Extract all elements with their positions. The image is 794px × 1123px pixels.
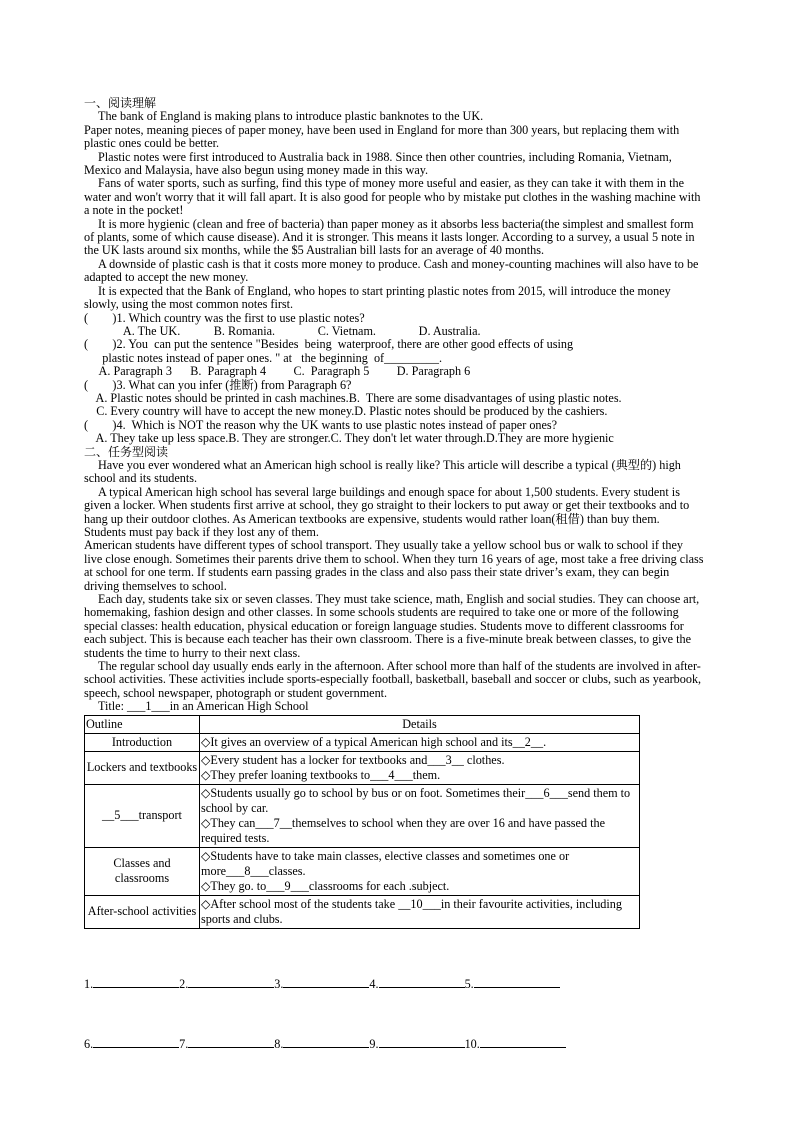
detail-line: ◇They can___7__themselves to school when they are over 16 and have passed the required tests. — [201, 815, 605, 845]
reading-paragraph-4: Fans of water sports, such as surfing, find this type of money more useful and easier, as they can take it with them in the water and won't worry that it will fall apart. It is also good for people who by mistake put clothes in the washing machine with a note in the pocket! — [84, 176, 701, 218]
outline-title-prefix: Title: — [98, 699, 128, 714]
answer-blank-10[interactable] — [480, 1035, 566, 1048]
answer-blank-4[interactable] — [379, 975, 465, 988]
outline-row-introduction — [85, 733, 640, 751]
answer-row-2 — [84, 1034, 704, 1054]
outline-row-label: __5___transport — [85, 784, 200, 847]
outline-row-label: Lockers and textbooks — [85, 751, 200, 784]
outline-row-lockers — [85, 751, 640, 784]
outline-table — [84, 715, 640, 929]
answer-label: 7. — [179, 1036, 189, 1051]
question-2-stem-text: plastic notes instead of paper ones. " at the beginning of — [84, 350, 385, 365]
reading-paragraph-1: The bank of England is making plans to introduce plastic banknotes to the UK. — [98, 109, 484, 124]
task-paragraph-4: Each day, students take six or seven classes. They must take science, math, English and social studies. They can choose art, homemaking, fashion design and other classes. In some schools students are required to take one or more of the following special classes: health education, physical education or foreign language studies. Students move to different classrooms for each subject. This is because each teacher has their own classroom. There is a five-minute break between classes, to give the students the time to hurry to their next class. — [84, 592, 700, 660]
section-heading-reading: 一、阅读理解 — [84, 96, 157, 110]
answer-blank-1[interactable] — [93, 975, 179, 988]
worksheet — [84, 97, 704, 1094]
task-paragraph-3: American students have different types of school transport. They usually take a yellow school bus or walk to school if they live close enough. Sometimes their parents drive them to school. When they turn 16 years of age, most take a free driving class at school for one term. If students earn passing grades in the class and also pass their state driver’s exam, they can begin driving themselves to school. — [84, 538, 704, 593]
task-paragraph-1: Have you ever wondered what an American high school is really like? This article will describe a typical (典型的) high school and its students. — [84, 457, 681, 486]
question-1-options: A. The UK. B. Romania. C. Vietnam. D. Australia. — [84, 323, 481, 338]
reading-paragraph-6: A downside of plastic cash is that it costs more money to produce. Cash and money-counting machines will also have to be adapted to accept the new money. — [84, 256, 699, 285]
outline-row-after-school — [85, 895, 640, 928]
outline-row-details — [200, 751, 640, 784]
answer-blank-9[interactable] — [379, 1035, 465, 1048]
answer-blank-8[interactable] — [283, 1035, 369, 1048]
answer-label: 4. — [369, 976, 379, 991]
question-2-stem-cont — [84, 352, 704, 365]
outline-table-header — [85, 715, 640, 733]
section-heading-task-reading: 二、任务型阅读 — [84, 444, 169, 459]
answer-blank-7[interactable] — [188, 1035, 274, 1048]
outline-title-blank: ___1___ — [127, 699, 170, 714]
answer-blank-5[interactable] — [474, 975, 560, 988]
question-3-options-ab: A. Plastic notes should be printed in cash machines.B. There are some disadvantages of using plastic notes. — [84, 390, 622, 405]
answer-blank-3[interactable] — [283, 975, 369, 988]
detail-line: ◇Every student has a locker for textbooks and___3__ clothes. — [201, 752, 505, 767]
outline-row-label: After-school activities — [85, 895, 200, 928]
answer-blank-2[interactable] — [188, 975, 274, 988]
task-paragraph-2: A typical American high school has several large buildings and enough space for about 1,500 students. Every student is given a locker. When students first arrive at school, they go straight to their lockers to put away or get their textbooks and to hang up their outdoor clothes. As American textbooks are expensive, students would rather loan(租借) than buy them. Students must pay back if they lost any of them. — [84, 484, 690, 539]
detail-line: ◇After school most of the students take __10___in their favourite activities, including sports and clubs. — [201, 896, 622, 926]
detail-line: ◇They go. to___9___classrooms for each .subject. — [201, 878, 450, 893]
outline-row-details — [200, 847, 640, 895]
reading-paragraph-3: Plastic notes were first introduced to Australia back in 1988. Since then other countries, including Romania, Vietnam, Mexico and Malaysia, have also begun using money made in this way. — [84, 149, 672, 178]
question-2-stem: ( )2. You can put the sentence "Besides being waterproof, there are other good effects of using — [84, 337, 574, 352]
detail-line: ◇They prefer loaning textbooks to___4___them. — [201, 767, 441, 782]
detail-line: ◇Students have to take main classes, elective classes and sometimes one or more___8___classes. — [201, 848, 570, 878]
answer-lines — [84, 934, 704, 1094]
outline-row-classes — [85, 847, 640, 895]
reading-paragraph-5: It is more hygienic (clean and free of bacteria) than paper money as it absorbs less bacteria(the simplest and smallest form of plants, some of which cause disease). And it is stronger. This means it lasts longer. According to a survey, a usual 5 note in the UK lasts around six months, while the $5 Australian bill lasts for an average of 40 months. — [84, 216, 695, 258]
question-1-stem: ( )1. Which country was the first to use plastic notes? — [84, 310, 365, 325]
outline-title — [84, 700, 704, 713]
outline-header-right: Details — [200, 715, 640, 733]
question-2-blank: _________. — [384, 350, 443, 365]
reading-paragraph-2: Paper notes, meaning pieces of paper money, have been used in England for more than 300 years, but replacing them with plastic ones could be better. — [84, 122, 680, 151]
outline-row-label: Introduction — [85, 733, 200, 751]
answer-label: 10. — [464, 1036, 480, 1051]
outline-row-details — [200, 895, 640, 928]
outline-header-left: Outline — [85, 715, 200, 733]
answer-label: 9. — [369, 1036, 379, 1051]
answer-label: 1. — [84, 976, 94, 991]
question-3-stem: ( )3. What can you infer (推断) from Paragraph 6? — [84, 377, 352, 392]
outline-row-details — [200, 784, 640, 847]
answer-label: 3. — [274, 976, 284, 991]
reading-paragraph-7: It is expected that the Bank of England, who hopes to start printing plastic notes from 2015, will introduce the money slowly, using the most common notes first. — [84, 283, 671, 312]
answer-label: 6. — [84, 1036, 94, 1051]
answer-label: 8. — [274, 1036, 284, 1051]
detail-line: ◇It gives an overview of a typical American high school and its__2__. — [201, 734, 547, 749]
outline-row-label: Classes and classrooms — [85, 847, 200, 895]
question-4-stem: ( )4. Which is NOT the reason why the UK wants to use plastic notes instead of paper ones? — [84, 417, 558, 432]
question-3-options-cd: C. Every country will have to accept the new money.D. Plastic notes should be produced by the cashiers. — [84, 404, 608, 419]
answer-row-1 — [84, 974, 704, 994]
answer-label: 5. — [464, 976, 474, 991]
question-4-options: A. They take up less space.B. They are stronger.C. They don't let water through.D.They are more hygienic — [84, 431, 614, 446]
detail-line: ◇Students usually go to school by bus or on foot. Sometimes their___6___send them to school by car. — [201, 785, 631, 815]
answer-blank-6[interactable] — [93, 1035, 179, 1048]
outline-row-transport — [85, 784, 640, 847]
task-paragraph-5: The regular school day usually ends early in the afternoon. After school more than half of the students are involved in after-school activities. These activities include sports-especially football, basketball, baseball and soccer or clubs, such as yearbook, speech, school newspaper, photograph or student government. — [84, 659, 702, 700]
answer-label: 2. — [179, 976, 189, 991]
outline-row-details — [200, 733, 640, 751]
question-2-options: A. Paragraph 3 B. Paragraph 4 C. Paragraph 5 D. Paragraph 6 — [84, 364, 471, 379]
outline-title-suffix: in an American High School — [169, 699, 309, 714]
